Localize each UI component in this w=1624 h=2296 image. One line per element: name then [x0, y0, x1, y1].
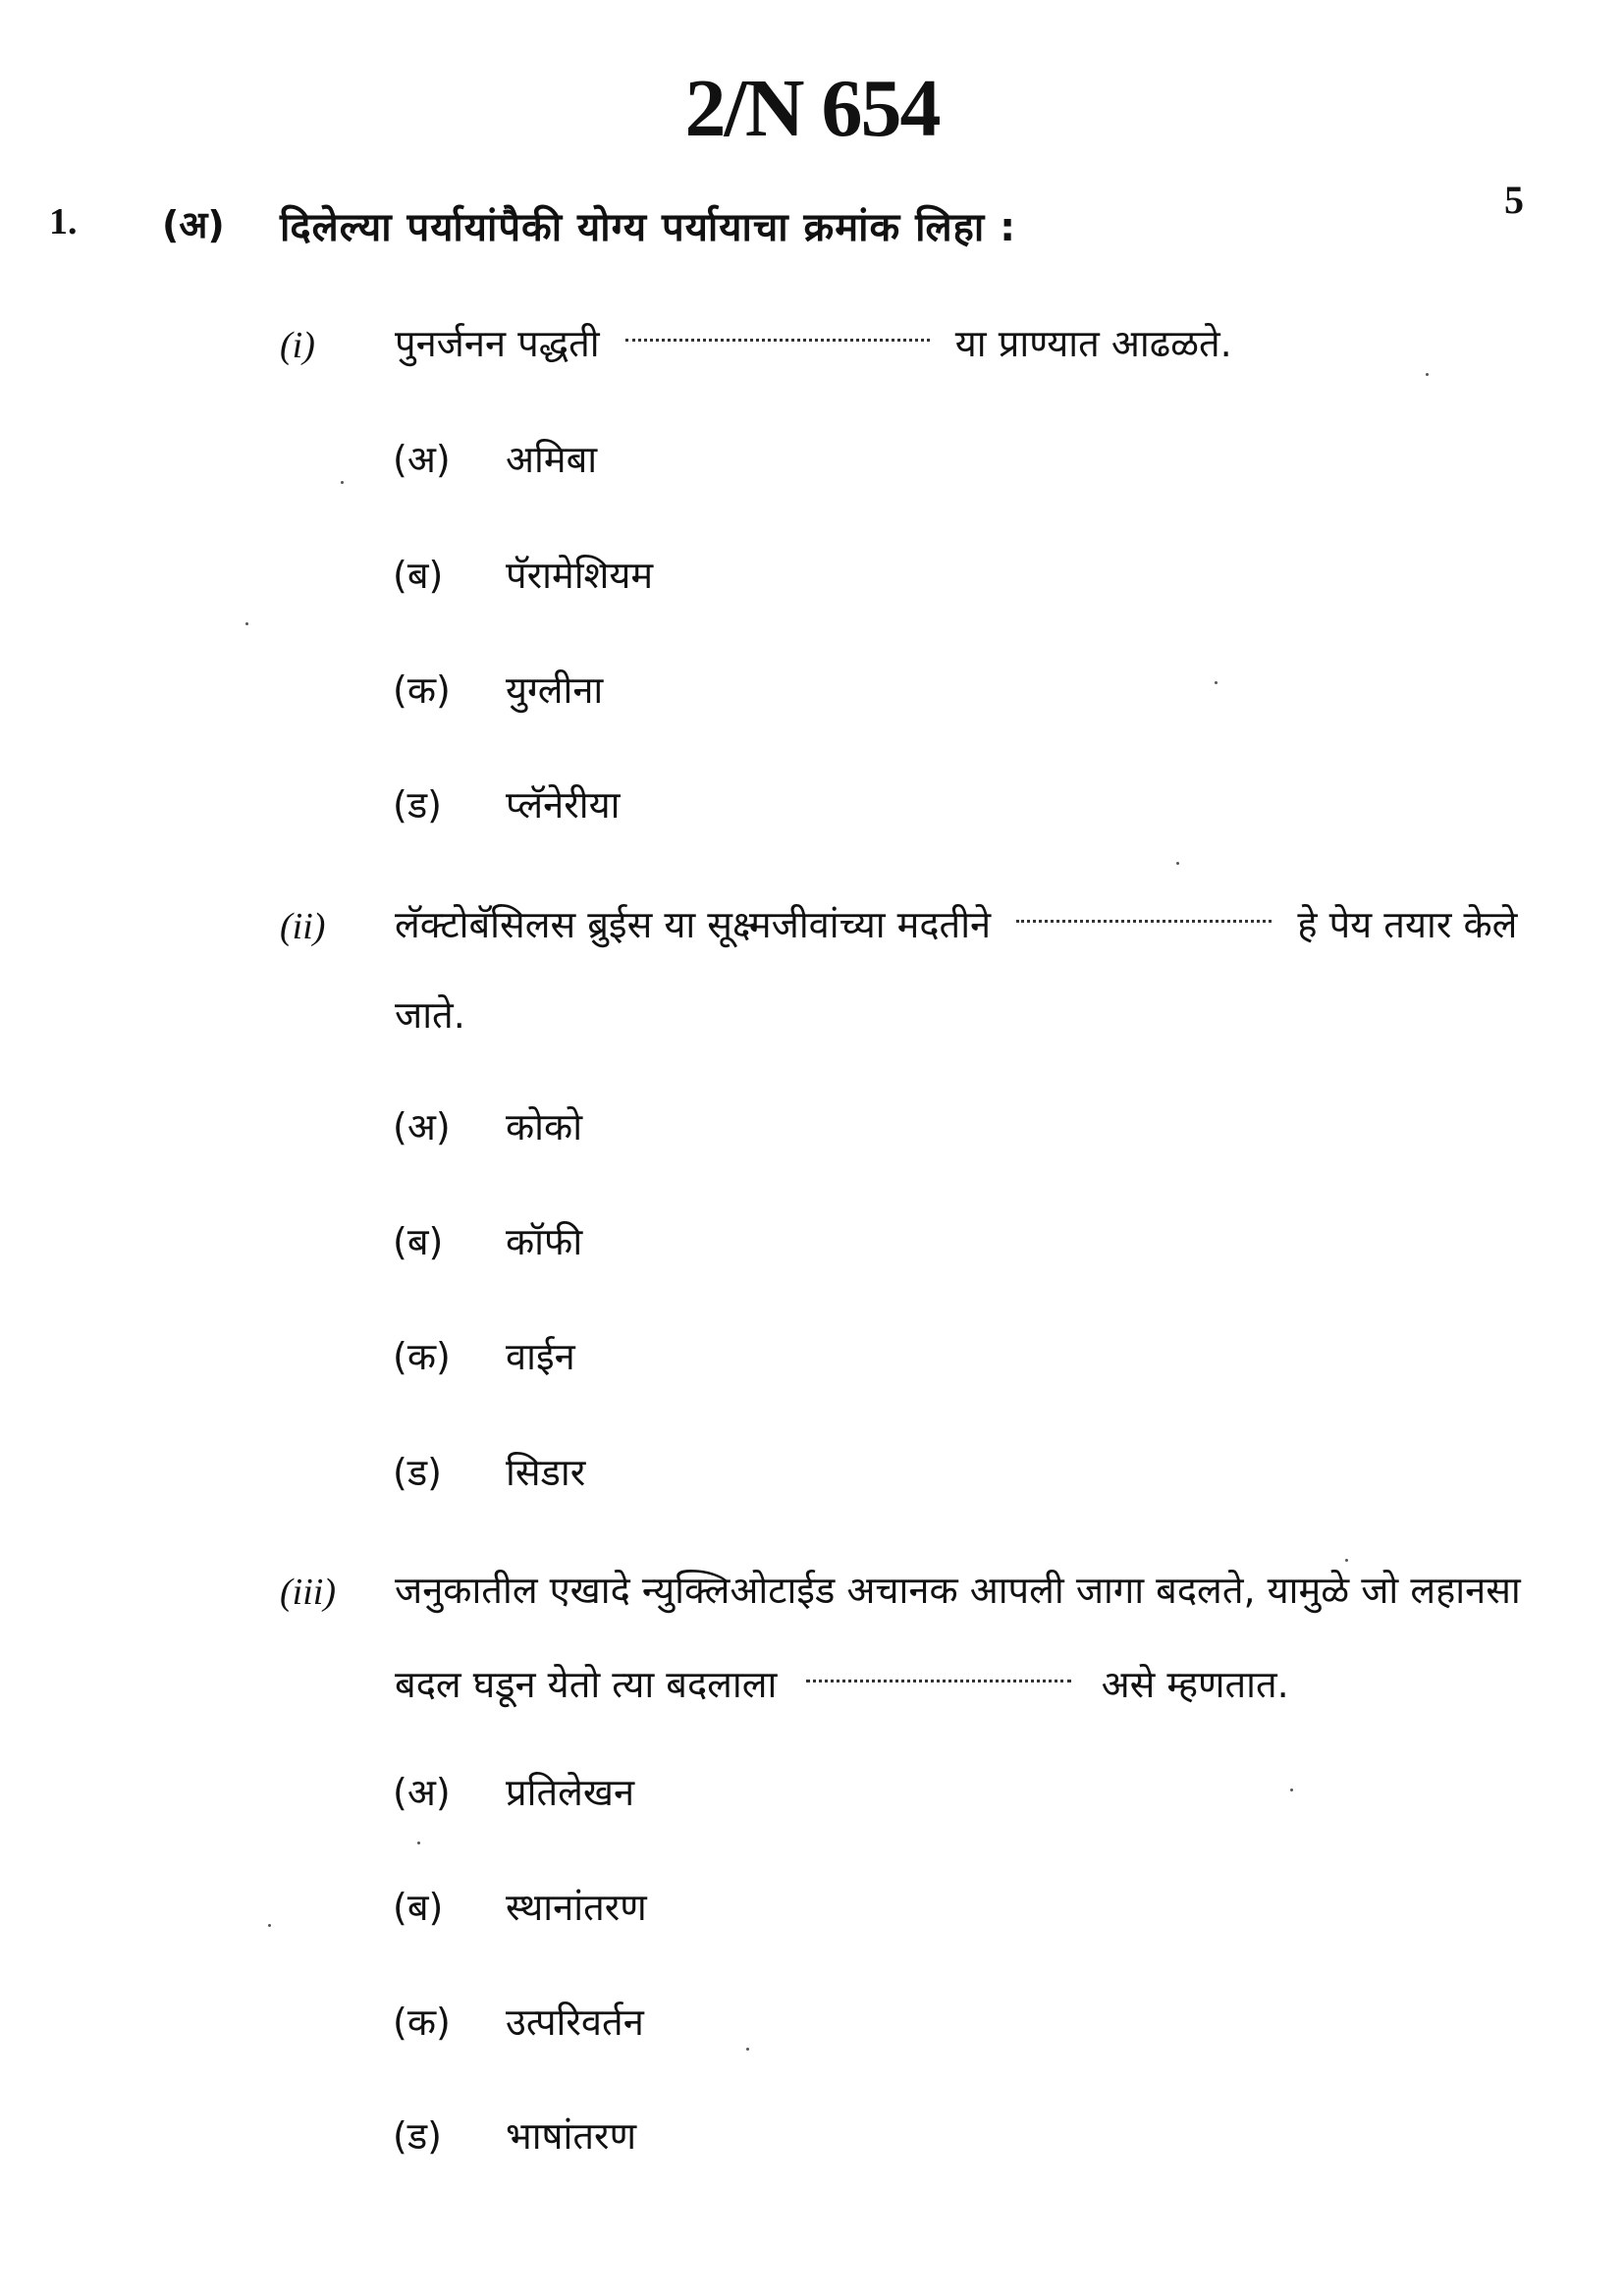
option-label: (क): [393, 2001, 451, 2044]
option-label: (ब): [393, 554, 444, 597]
statement-part: पुनर्जनन पद्धती: [395, 322, 600, 365]
scan-speck: [746, 2048, 749, 2051]
subquestion-text: जनुकातील एखादे न्युक्लिओटाईड अचानक आपली जागा बदलते, यामुळे जो लहानसा: [395, 1569, 1521, 1612]
question-number: 1.: [49, 201, 78, 242]
statement-part: हे पेय तयार केले: [1297, 903, 1518, 946]
scan-speck: [1345, 1559, 1348, 1562]
option-text: पॅरामेशियम: [506, 554, 654, 597]
option-label: (ब): [393, 1886, 444, 1929]
scan-speck: [417, 1842, 420, 1844]
scan-speck: [341, 481, 344, 484]
blank-line: [1016, 920, 1272, 923]
option-label: (क): [393, 1335, 451, 1378]
question-instruction: दिलेल्या पर्यायांपैकी योग्य पर्यायाचा क्रमांक लिहा :: [280, 205, 1017, 250]
subquestion-label: (i): [280, 325, 315, 366]
statement-part: बदल घडून येतो त्या बदलाला: [395, 1663, 778, 1706]
option-text: स्थानांतरण: [506, 1886, 647, 1929]
scan-speck: [1290, 1789, 1293, 1791]
scan-speck: [1215, 681, 1218, 684]
subquestion-text-continued: जाते.: [395, 993, 465, 1037]
option-label: (अ): [393, 1105, 451, 1148]
statement-part: या प्राण्यात आढळते.: [954, 322, 1232, 365]
option-label: (ड): [393, 1451, 442, 1494]
option-label: (क): [393, 668, 451, 712]
option-text: प्रतिलेखन: [506, 1771, 635, 1814]
option-text: कोको: [506, 1105, 583, 1148]
scan-speck: [245, 622, 248, 625]
option-label: (ड): [393, 783, 442, 827]
scan-speck: [268, 1924, 271, 1927]
option-label: (अ): [393, 438, 451, 481]
subquestion-label: (iii): [280, 1572, 336, 1613]
option-text: सिडार: [506, 1451, 586, 1494]
subquestion-text: [395, 324, 1232, 363]
blank-line: [625, 339, 930, 342]
question-part: (अ): [162, 203, 225, 246]
blank-line: [806, 1680, 1071, 1682]
option-label: (ड): [393, 2114, 442, 2158]
option-label: (ब): [393, 1220, 444, 1263]
option-label: (अ): [393, 1771, 451, 1814]
subquestion-label: (ii): [280, 906, 326, 947]
option-text: अमिबा: [506, 438, 598, 481]
paper-code: 2/N 654: [684, 63, 940, 154]
marks: 5: [1504, 178, 1524, 222]
subquestion-text-continued: [395, 1665, 1289, 1704]
option-text: प्लॅनेरीया: [506, 783, 621, 827]
option-text: युग्लीना: [506, 668, 604, 712]
statement-part: असे म्हणतात.: [1101, 1663, 1289, 1706]
subquestion-text: [395, 905, 1517, 944]
scan-speck: [1426, 373, 1429, 376]
option-text: वाईन: [506, 1335, 575, 1378]
option-text: कॉफी: [506, 1220, 583, 1263]
option-text: भाषांतरण: [506, 2114, 637, 2158]
statement-part: लॅक्टोबॅसिलस ब्रुईस या सूक्ष्मजीवांच्या मदतीने: [395, 903, 992, 946]
scan-speck: [1176, 862, 1179, 865]
option-text: उत्परिवर्तन: [506, 2001, 644, 2044]
